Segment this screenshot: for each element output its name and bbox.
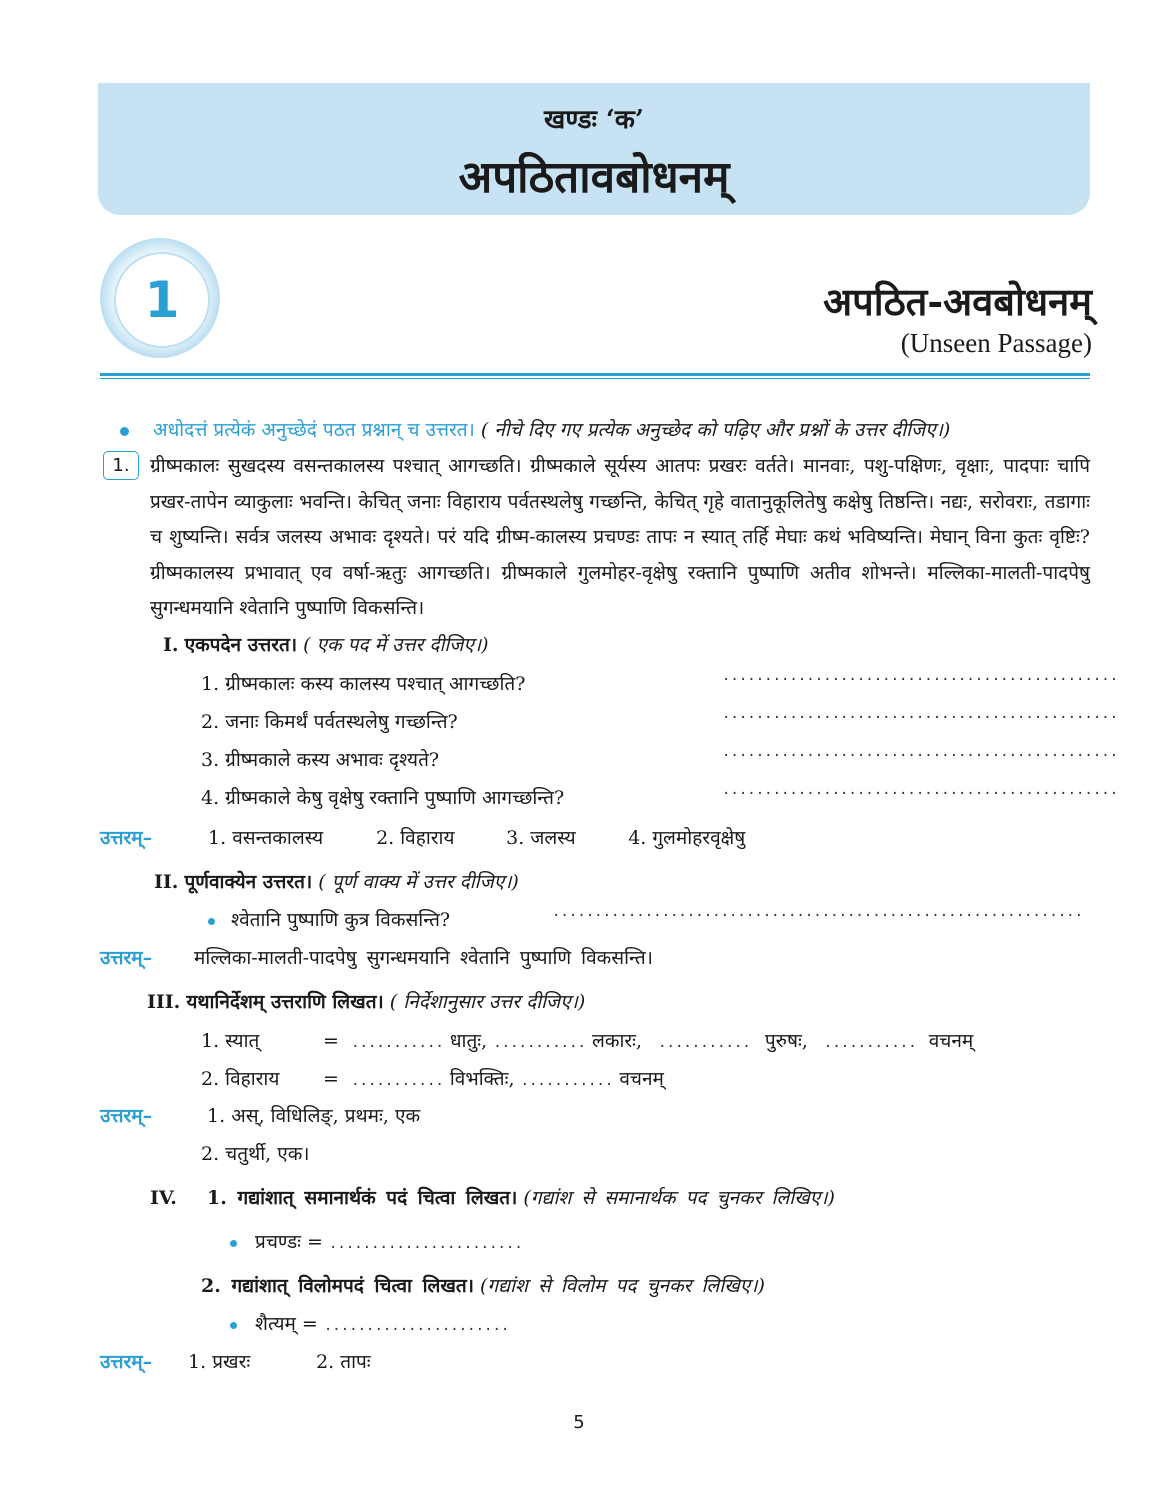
bullet-icon <box>230 1240 237 1247</box>
q4-label: IV. <box>150 1187 177 1209</box>
bullet-icon <box>208 918 215 925</box>
q1-question: 1. ग्रीष्मकालः कस्य कालस्य पश्चात् आगच्छति? <box>201 673 526 695</box>
q2-answer: मल्लिका-मालती-पादपेषु सुगन्धमयानि श्वेतानि पुष्पाणि विकसन्ति। <box>194 947 653 969</box>
chapter-title: अपठित-अवबोधनम् <box>823 279 1092 324</box>
q3-heading <box>147 988 585 1014</box>
q3-field: पुरुषः, <box>764 1030 808 1052</box>
section-title: अपठितावबोधनम् <box>458 152 730 203</box>
q4-answer-row <box>100 1348 371 1374</box>
q3-answer-row <box>100 1102 420 1128</box>
answer-label: उत्तरम्– <box>100 1105 153 1127</box>
q4-part1-item: प्रचण्डः = <box>255 1231 323 1253</box>
answer-blank[interactable]: ........... <box>658 1035 751 1051</box>
q3-label: III. <box>147 991 181 1013</box>
answer-blank[interactable]: ........... <box>493 1035 586 1051</box>
q1-answers <box>100 824 745 850</box>
q4-part2-title: 2. गद्यांशात् विलोमपदं चित्वा लिखत। <box>201 1275 474 1297</box>
chapter-subtitle: (Unseen Passage) <box>900 328 1092 358</box>
q2-label: II. <box>154 871 179 893</box>
q3-answer: 2. चतुर्थी, एक। <box>201 1143 310 1165</box>
q4-heading <box>150 1184 835 1210</box>
q4-part1-title: 1. गद्यांशात् समानार्थकं पदं चित्वा लिखत। <box>207 1187 518 1209</box>
q3-field: वचनम् <box>619 1068 664 1090</box>
answer-blank[interactable]: ............................................... <box>722 782 1119 798</box>
bullet-icon <box>120 427 129 436</box>
q3-field: धातुः, <box>449 1030 488 1052</box>
q3-hint: ( निर्देशानुसार उत्तर दीजिए।) <box>389 991 586 1013</box>
q2-heading <box>154 868 519 894</box>
divider <box>100 373 1090 376</box>
q2-title: पूर्णवाक्येन उत्तरत। <box>184 871 313 893</box>
answer-blank[interactable]: ...................... <box>323 1318 510 1334</box>
q1-answer: 1. वसन्तकालस्य <box>208 827 324 849</box>
q3-title: यथानिर्देशम् उत्तराणि लिखत। <box>186 991 384 1013</box>
q1-question: 2. जनाः किमर्थं पर्वतस्थलेषु गच्छन्ति? <box>201 711 458 733</box>
q4-answer: 1. प्रखरः <box>188 1351 251 1373</box>
divider <box>100 378 1090 379</box>
q4-part2-heading <box>201 1272 765 1298</box>
q1-answer: 3. जलस्य <box>506 827 576 849</box>
q4-part1-item-row <box>230 1228 523 1254</box>
section-banner <box>98 83 1090 215</box>
q2-question-row <box>208 906 450 932</box>
q3-field: वचनम् <box>928 1030 974 1052</box>
q3-row-word: 2. विहाराय <box>201 1068 280 1090</box>
q4-part2-hint: (गद्यांश से विलोम पद चुनकर लिखिए।) <box>480 1275 765 1297</box>
q3-answer: 1. अस्, विधिलिङ्, प्रथमः, एक <box>207 1105 421 1127</box>
instruction-sanskrit: अधोदत्तं प्रत्येकं अनुच्छेदं पठत प्रश्नान् च उत्तरत। <box>153 419 475 441</box>
q4-part1-hint: (गद्यांश से समानार्थक पद चुनकर लिखिए।) <box>523 1187 835 1209</box>
answer-label: उत्तरम्– <box>100 947 153 969</box>
bullet-icon <box>230 1322 237 1329</box>
q3-field: विभक्तिः, <box>449 1068 515 1090</box>
q1-question: 3. ग्रीष्मकाले कस्य अभावः दृश्यते? <box>201 749 440 771</box>
instruction <box>120 416 950 442</box>
q1-answer: 4. गुलमोहरवृक्षेषु <box>628 827 746 849</box>
q3-row-word: 1. स्यात् <box>201 1030 260 1052</box>
answer-blank[interactable]: ....................... <box>328 1236 523 1252</box>
answer-blank[interactable]: ............................................... <box>722 706 1119 722</box>
passage-text: ग्रीष्मकालः सुखदस्य वसन्तकालस्य पश्चात् आगच्छति। ग्रीष्मकाले सूर्यस्य आतपः प्रखरः वर्तते। मानवाः, पशु-पक्षिणः, वृक्षाः, पादपाः चापि प्रखर-तापेन व्याकुलाः भवन्ति। केचित् जनाः विहाराय पर्वतस्थलेषु गच्छन्ति, केचित् गृहे वातानुकूलितेषु कक्षेषु तिष्ठन्ति। नद्यः, सरोवराः, तडागाः च शुष्यन्ति। सर्वत्र जलस्य अभावः दृश्यते। परं यदि ग्रीष्म-कालस्य प्रचण्डः तापः न स्यात् तर्हि मेघाः कथं भविष्यन्ति। मेघान् विना कुतः वृष्टिः? ग्रीष्मकालस्य प्रभावात् एव वर्षा-ऋतुः आगच्छति। ग्रीष्मकाले गुलमोहर-वृक्षेषु रक्तानि पुष्पाणि अतीव शोभन्ते। मल्लिका-मालती-पादपेषु सुगन्धमयानि श्वेतानि पुष्पाणि विकसन्ति। <box>150 455 1090 619</box>
answer-blank[interactable]: ........... <box>351 1073 444 1089</box>
chapter-number-badge <box>100 238 220 358</box>
q4-part2-item-row <box>230 1310 509 1336</box>
equals-sign: = <box>323 1068 339 1090</box>
answer-blank[interactable]: ........... <box>520 1073 614 1089</box>
q1-answer: 2. विहाराय <box>376 827 455 849</box>
q1-title: एकपदेन उत्तरत। <box>184 634 298 656</box>
answer-blank[interactable]: ............................................... <box>722 668 1119 684</box>
chapter-number: 1 <box>114 252 210 348</box>
answer-label: उत्तरम्– <box>100 1351 153 1373</box>
q1-hint: ( एक पद में उत्तर दीजिए।) <box>303 634 489 656</box>
answer-blank[interactable]: ........... <box>823 1035 917 1051</box>
q4-part2-item: शैत्यम् = <box>255 1313 318 1335</box>
answer-blank[interactable]: ............................................................... <box>552 904 1084 920</box>
q2-question: श्वेतानि पुष्पाणि कुत्र विकसन्ति? <box>231 909 451 931</box>
q4-answer: 2. तापः <box>316 1351 371 1373</box>
answer-blank[interactable]: ........... <box>351 1035 444 1051</box>
passage-number: 1. <box>103 451 139 480</box>
instruction-hindi: ( नीचे दिए गए प्रत्येक अनुच्छेद को पढ़िए और प्रश्नों के उत्तर दीजिए।) <box>480 419 951 441</box>
q2-hint: ( पूर्ण वाक्य में उत्तर दीजिए।) <box>318 871 519 893</box>
page-number: 5 <box>573 1412 585 1433</box>
q3-row-2 <box>201 1065 664 1091</box>
equals-sign: = <box>323 1030 339 1052</box>
q1-question: 4. ग्रीष्मकाले केषु वृक्षेषु रक्तानि पुष्पाणि आगच्छन्ति? <box>201 787 565 809</box>
q3-row-1 <box>201 1027 973 1053</box>
section-label: खण्डः ‘क’ <box>544 105 644 135</box>
q1-heading <box>163 631 489 657</box>
answer-label: उत्तरम्– <box>100 827 153 849</box>
q2-answer-row <box>100 944 653 970</box>
q1-label: I. <box>163 634 179 656</box>
answer-blank[interactable]: ............................................... <box>722 744 1119 760</box>
q3-field: लकारः, <box>592 1030 643 1052</box>
